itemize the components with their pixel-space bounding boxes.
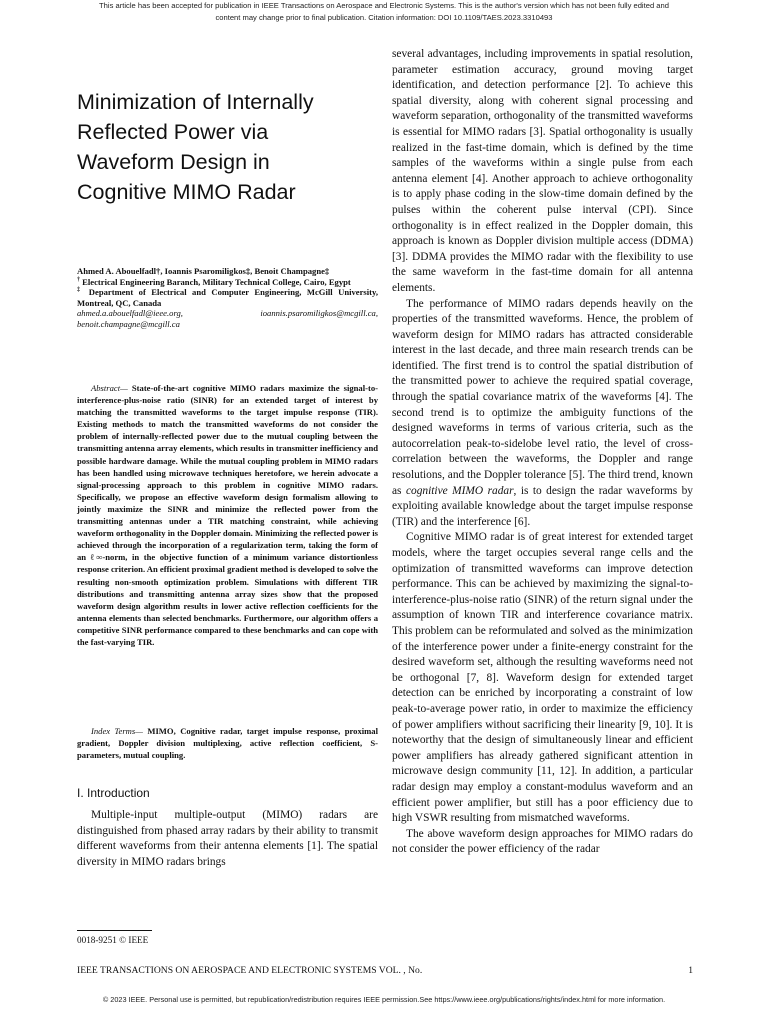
- footnote-divider: [77, 930, 152, 931]
- abstract: [77, 382, 378, 648]
- affiliation-1-mark: †: [77, 276, 81, 283]
- section-heading-introduction: I. Introduction: [77, 786, 150, 800]
- title-line1: Minimization of Internally: [77, 90, 314, 114]
- journal-name: IEEE TRANSACTIONS ON AEROSPACE AND ELECTRONIC SYSTEMS VOL. , No.: [77, 965, 423, 976]
- paper-title: [77, 87, 377, 207]
- page-number: 1: [688, 965, 693, 976]
- title-line3: Waveform Design in: [77, 150, 270, 174]
- right-paragraph-2-end: , is to design the radar waveforms by exploiting available knowledge about the target impulse response (TIR) and the interference [6].: [392, 484, 693, 528]
- affiliation-1-text: Electrical Engineering Baranch, Military Technical College, Cairo, Egypt: [82, 276, 351, 287]
- right-paragraph-1: several advantages, including improvements in spatial resolution, parameter estimation accuracy, ground moving target identification, and detection performance [2]. To achieve this spatial diversity, along with coherent signal processing and waveform separation, orthogonality of the transmitted waveforms is essential for MIMO radars [3]. Spatial orthogonality is usually realized in the fast-time domain, which is defined by the time samples of the waveforms within a single pulse from each antenna element [4]. Another approach to achieve orthogonality is to apply phase coding in the slow-time domain defined by the pulses within the coherent pulse interval (CPI). Since orthogonality is in effect realized in the Doppler domain, this approach is known as Doppler division multiple access (DDMA) [3]. DDMA provides the MIMO radar with the flexibility to use the same waveform in the fast-time domain for all antenna elements.: [392, 48, 693, 294]
- affiliation-2-mark: ‡: [77, 287, 84, 294]
- intro-paragraph-1: Multiple-input multiple-output (MIMO) radars are distinguished from phased array radars by their ability to transmit different waveforms from their antenna elements [1]. The spatial diversity in MIMO radars brings: [77, 809, 378, 868]
- copyright-footnote: 0018-9251 © IEEE: [77, 935, 149, 945]
- copyright-notice: © 2023 IEEE. Personal use is permitted, but republication/redistribution requires IEEE permission.See https://www.ieee.org/publications/rights/index.html for more information.: [102, 995, 666, 1004]
- right-column: [392, 47, 693, 858]
- abstract-text: State-of-the-art cognitive MIMO radars maximize the signal-to-interference-plus-noise ratio (SINR) for an extended target of interest by matching the transmitted waveforms to the target impulse response (TIR). Existing methods to match the transmitted waveforms do not consider the problem of internally-reflected power due to the mutual coupling between the transmitting antenna array elements, which results in transmitter inefficiency and possible hardware damage. While the mutual coupling problem in MIMO radars has been handled using microwave techniques heretofore, we herein advocate a signal-processing approach to this problem in cognitive MIMO radars. Specifically, we propose an effective waveform design formalism allowing to jointly maximize the SINR and minimize the reflected power from the transmitting antennas under a TIR matching constraint, while achieving waveform orthogonality in the Doppler domain. Minimizing the reflected power is achieved through the incorporation of a regularization term, taking the form of an ℓ∞-norm, in the objective function of a minimum variance distortionless response criterion. An efficient proximal gradient method is developed to solve the resulting non-smooth optimization problem. Simulations with different TIR distributions and transmitting antenna array sizes show that the proposed waveform design algorithm results in lower active reflection coefficients for the antenna elements than selected benchmarks. Furthermore, our algorithm offers a competitive SINR performance compared to these benchmarks and can cope with the fast-varying TIR.: [77, 383, 378, 647]
- affiliation-2-text: Department of Electrical and Computer Engineering, McGill University, Montreal, QC, Canada: [77, 287, 378, 308]
- publication-notice-line1: This article has been accepted for publication in IEEE Transactions on Aerospace and Electronic Systems. This is the author's version which has not been fully edited and: [99, 1, 669, 10]
- index-terms-text: MIMO, Cognitive radar, target impulse response, proximal gradient, Doppler division multiplexing, active reflection coefficient, S-parameters, mutual coupling.: [77, 726, 378, 761]
- introduction-left-column: [77, 808, 378, 870]
- right-paragraph-2: [392, 297, 693, 531]
- journal-footer: [77, 965, 693, 977]
- index-terms-lead: Index Terms—: [91, 726, 143, 736]
- cognitive-mimo-radar-term: cognitive MIMO radar: [405, 484, 514, 497]
- abstract-lead: Abstract—: [91, 383, 128, 393]
- index-terms: [77, 725, 378, 761]
- affiliation-2: [77, 287, 378, 308]
- right-paragraph-3: Cognitive MIMO radar is of great interest for extended target models, where the target occupies several range cells and the optimization of transmitted waveforms can improve detection performance. This can be achieved by maximizing the signal-to-interference-plus-noise ratio (SINR) of the return signal under the assumption of known TIR and interference covariance matrix. This problem can be reformulated and solved as the minimization of the interference power under a finite-energy constraint for the desired waveform set, although the resulting waveforms need not be orthogonal [7, 8]. Waveform design for extended target detection can be enriched by incorporating a constraint of low peak-to-average power ratio, in order to maximize the efficiency of power amplifiers without sacrificing their linearity [9, 10]. It is noteworthy that the design of simultaneously linear and efficient power amplifiers has already gathered significant attention in microwave design community [11, 12]. In addition, a particular radar design may employ a constant-modulus waveform and an efficient power amplifier, but still has a poor efficiency due to high VSWR resulting from mismatched waveforms.: [392, 531, 693, 825]
- author-names: Ahmed A. Abouelfadl†, Ioannis Psaromiligkos‡, Benoit Champagne‡: [77, 266, 330, 276]
- author-emails: ahmed.a.abouelfadl@ieee.org, ioannis.psaromiligkos@mcgill.ca, benoit.champagne@mcgill.ca: [77, 308, 378, 329]
- publication-notice: [0, 0, 768, 24]
- title-line2: Reflected Power via: [77, 120, 269, 144]
- title-line4: Cognitive MIMO Radar: [77, 180, 296, 204]
- right-paragraph-4: The above waveform design approaches for MIMO radars do not consider the power efficiency of the radar: [392, 827, 693, 856]
- right-paragraph-2-start: The performance of MIMO radars depends heavily on the properties of the transmitted waveforms. Hence, the problem of waveform design for MIMO radars has attracted considerable interest in the last decade, and three main research trends can be identified. The first trend is to control the spatial distribution of the transmitted power to achieve the required spatial coverage, through the spatial covariance matrix of the waveforms [4]. The second trend is to optimize the ambiguity functions of the designed waveforms in terms of various criteria, such as the autocorrelation peak-to-sidelobe level ratio, the level of cross-correlation between the waveforms, the Doppler and range resolutions, and the Doppler tolerance [5]. The third trend, known as: [392, 297, 693, 497]
- author-block: [77, 266, 378, 330]
- publication-notice-line2: content may change prior to final publication. Citation information: DOI 10.1109/TAES.2023.3310493: [215, 13, 553, 22]
- affiliation-1: [77, 277, 378, 288]
